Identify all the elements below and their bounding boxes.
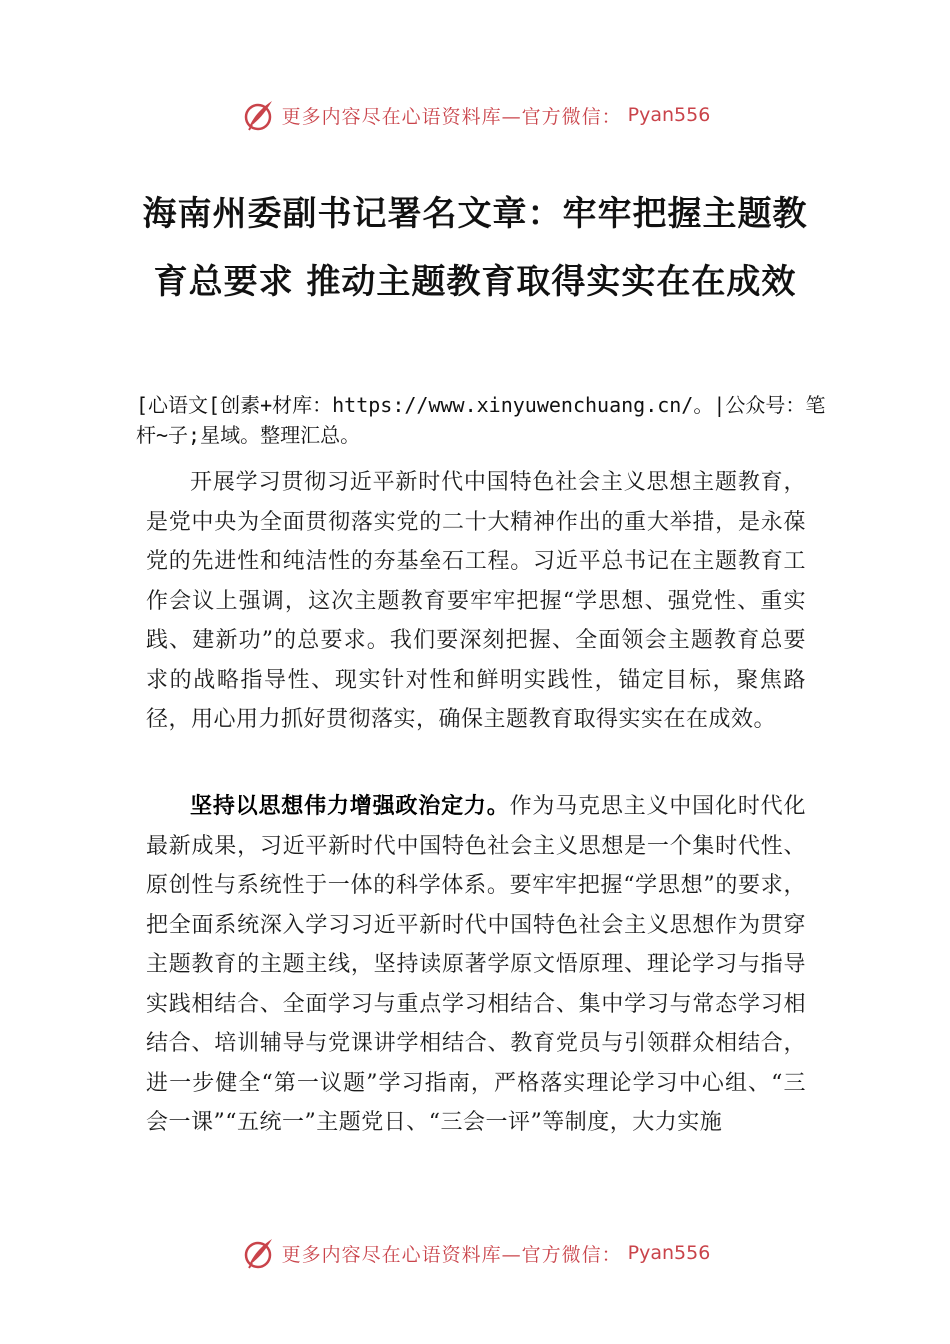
- banner-wechat-id: Pyan556: [627, 104, 711, 126]
- paragraph-2-lead: 坚持以思想伟力增强政治定力。: [190, 794, 510, 819]
- quill-pen-logo-icon: [240, 1235, 276, 1271]
- footer-banner: [0, 1231, 950, 1275]
- source-line: [心语文[创素+材库：https://www.xinyuwenchuang.cn/。|公众号：笔杆~子;星域。整理汇总。: [136, 393, 826, 447]
- document-title: 海南州委副书记署名文章：牢牢把握主题教育总要求 推动主题教育取得实实在在成效: [142, 194, 808, 302]
- paragraph-1: 开展学习贯彻习近平新时代中国特色社会主义思想主题教育，是党中央为全面贯彻落实党的二十大精神作出的重大举措，是永葆党的先进性和纯洁性的夯基垒石工程。习近平总书记在主题教育工作会议上强调，这次主题教育要牢牢把握“学思想、强党性、重实践、建新功”的总要求。我们要深刻把握、全面领会主题教育总要求的战略指导性、现实针对性和鲜明实践性，锚定目标，聚焦路径，用心用力抓好贯彻落实，确保主题教育取得实实在在成效。: [146, 470, 806, 732]
- quill-pen-logo-icon: [240, 97, 276, 133]
- banner-text: 更多内容尽在心语资料库—官方微信：: [281, 105, 622, 128]
- banner-text: 更多内容尽在心语资料库—官方微信：: [281, 1243, 622, 1266]
- paragraph-2: [146, 787, 806, 1143]
- paragraph-2-body: 作为马克思主义中国化时代化最新成果，习近平新时代中国特色社会主义思想是一个集时代性、原创性与系统性于一体的科学体系。要牢牢把握“学思想”的要求，把全面系统深入学习习近平新时代中国特色社会主义思想作为贯穿主题教育的主题主线，坚持读原著学原文悟原理、理论学习与指导实践相结合、全面学习与重点学习相结合、集中学习与常态学习相结合、培训辅导与党课讲学相结合、教育党员与引领群众相结合，进一步健全“第一议题”学习指南，严格落实理论学习中心组、“三会一课”“五统一”主题党日、“三会一评”等制度，大力实施: [146, 794, 806, 1135]
- banner-wechat-id: Pyan556: [627, 1242, 711, 1264]
- header-banner: [0, 93, 950, 137]
